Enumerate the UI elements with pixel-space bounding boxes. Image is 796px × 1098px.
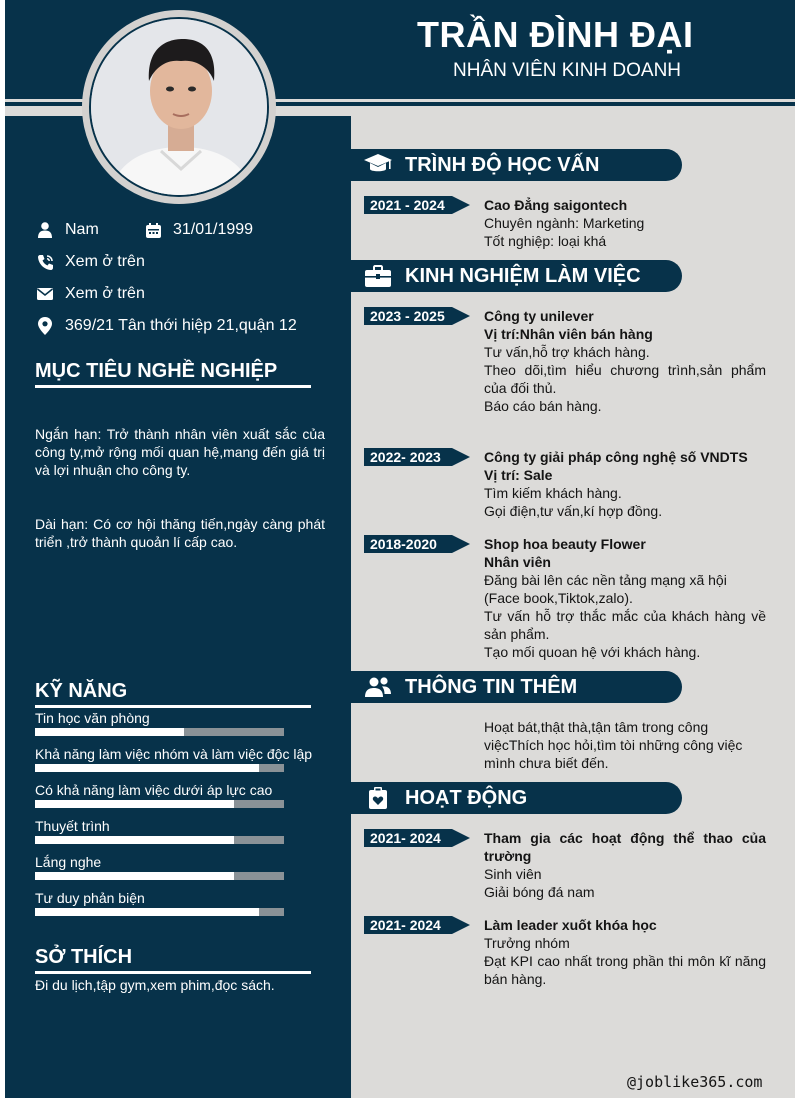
experience-duty: Tạo mối quoan hệ với khách hàng. xyxy=(484,644,701,660)
skill-bar xyxy=(35,800,284,808)
email-row xyxy=(35,284,145,304)
education-section-bar xyxy=(351,149,682,181)
activity-date-tag xyxy=(364,916,470,934)
experience-date-tag xyxy=(364,535,470,553)
experience-entry xyxy=(484,307,766,415)
activity-entry xyxy=(484,829,766,901)
education-grade: Tốt nghiệp: loại khá xyxy=(484,233,607,249)
hobbies-heading: SỞ THÍCH xyxy=(35,946,133,968)
skill-label: Có khả năng làm việc dưới áp lực cao xyxy=(35,782,273,798)
education-heading: TRÌNH ĐỘ HỌC VẤN xyxy=(405,153,600,176)
skill-bar xyxy=(35,728,284,736)
hobbies-rule xyxy=(35,971,311,974)
objective-heading: MỤC TIÊU NGHỀ NGHIỆP xyxy=(35,360,278,382)
skill-bar xyxy=(35,908,284,916)
education-major: Chuyên ngành: Marketing xyxy=(484,215,645,231)
experience-company: Shop hoa beauty Flower xyxy=(484,536,646,552)
sidebar xyxy=(5,116,351,1098)
skills-heading: KỸ NĂNG xyxy=(35,680,128,702)
skill-label: Tư duy phản biện xyxy=(35,890,145,906)
skill-bar xyxy=(35,836,284,844)
education-school: Cao Đẳng saigontech xyxy=(484,197,628,213)
experience-duty: Đăng bài lên các nền tảng mạng xã hội (Face book,Tiktok,zalo). xyxy=(484,572,727,606)
phone-icon xyxy=(35,252,55,272)
experience-position: Nhân viên xyxy=(484,554,551,570)
experience-duty: Tìm kiếm khách hàng. xyxy=(484,485,622,501)
experience-duty: Tư vấn hỗ trợ thắc mắc của khách hàng về sản phẩm. xyxy=(484,608,766,642)
skill-label: Thuyết trình xyxy=(35,818,110,834)
experience-date: 2023 - 2025 xyxy=(370,308,445,324)
activity-role: Sinh viên xyxy=(484,866,542,882)
skill-item xyxy=(35,853,325,880)
skill-bar-fill xyxy=(35,728,184,736)
experience-duty: Báo cáo bán hàng. xyxy=(484,398,602,414)
additional-text: Hoạt bát,thật thà,tận tâm trong công việcThích học hỏi,tìm tòi những công việc mình chưa biết đến. xyxy=(484,719,743,771)
experience-position: Vị trí: Sale xyxy=(484,467,553,483)
phone-row xyxy=(35,252,145,272)
additional-section-bar xyxy=(351,671,682,703)
skill-bar-fill xyxy=(35,764,259,772)
experience-section-bar xyxy=(351,260,682,292)
watermark: @joblike365.com xyxy=(627,1073,763,1091)
skill-label: Tin học văn phòng xyxy=(35,710,150,726)
address-row xyxy=(35,316,297,336)
activity-date: 2021- 2024 xyxy=(370,917,441,933)
activity-entry xyxy=(484,916,766,988)
objective-long-term: Dài hạn: Có cơ hội thăng tiến,ngày càng phát triển ,trở thành quoản lí cấp cao. xyxy=(35,516,325,550)
skill-bar-fill xyxy=(35,872,234,880)
skill-bar xyxy=(35,872,284,880)
objective-short-term: Ngắn hạn: Trở thành nhân viên xuất sắc của công ty,mở rộng mối quan hệ,mang đến giá trị và lợi nhuận cho công ty. xyxy=(35,426,325,478)
hobbies-text: Đi du lịch,tập gym,xem phim,đọc sách. xyxy=(35,977,275,993)
user-icon xyxy=(35,220,55,240)
skill-bar xyxy=(35,764,284,772)
location-icon xyxy=(35,316,55,336)
skill-item xyxy=(35,817,325,844)
address-value: 369/21 Tân thới hiệp 21,quận 12 xyxy=(65,317,297,334)
phone-value: Xem ở trên xyxy=(65,253,145,270)
email-icon xyxy=(35,284,55,304)
calendar-icon xyxy=(143,220,163,240)
education-date-tag xyxy=(364,196,470,214)
candidate-title: NHÂN VIÊN KINH DOANH xyxy=(453,60,682,81)
users-icon xyxy=(351,671,405,703)
email-value: Xem ở trên xyxy=(65,285,145,302)
experience-entry xyxy=(484,448,766,520)
activity-detail: Đạt KPI cao nhất trong phần thi môn kĩ năng bán hàng. xyxy=(484,953,766,987)
education-date: 2021 - 2024 xyxy=(370,197,445,213)
skill-label: Khả năng làm việc nhóm và làm việc độc lập xyxy=(35,746,313,762)
activities-heading: HOẠT ĐỘNG xyxy=(405,786,528,809)
activity-date-tag xyxy=(364,829,470,847)
experience-date-tag xyxy=(364,307,470,325)
activity-date: 2021- 2024 xyxy=(370,830,441,846)
skill-bar-fill xyxy=(35,908,259,916)
birthday-row xyxy=(143,220,253,240)
activities-section-bar xyxy=(351,782,682,814)
skill-bar-fill xyxy=(35,800,234,808)
skill-item xyxy=(35,889,325,916)
experience-duty: Theo dõi,tìm hiểu chương trình,sản phẩm của đối thủ. xyxy=(484,362,766,396)
briefcase-icon xyxy=(351,260,405,292)
activity-detail: Giải bóng đá nam xyxy=(484,884,595,900)
avatar-photo xyxy=(91,19,269,197)
cv-page xyxy=(5,0,795,1098)
badge-icon xyxy=(351,782,405,814)
experience-date: 2018-2020 xyxy=(370,536,437,552)
experience-duty: Gọi điện,tư vấn,kí hợp đồng. xyxy=(484,503,663,519)
skill-bar-fill xyxy=(35,836,234,844)
experience-duty: Tư vấn,hỗ trợ khách hàng. xyxy=(484,344,650,360)
gender-value: Nam xyxy=(65,221,99,238)
skill-label: Lắng nghe xyxy=(35,854,102,870)
additional-heading: THÔNG TIN THÊM xyxy=(405,675,578,698)
experience-heading: KINH NGHIỆM LÀM VIỆC xyxy=(405,264,641,287)
education-entry xyxy=(484,196,766,250)
experience-date: 2022- 2023 xyxy=(370,449,441,465)
avatar xyxy=(89,17,269,197)
skills-rule xyxy=(35,705,311,708)
experience-entry xyxy=(484,535,766,661)
gender-row xyxy=(35,220,99,240)
skill-item xyxy=(35,781,325,808)
experience-position: Vị trí:Nhân viên bán hàng xyxy=(484,326,653,342)
experience-company: Công ty giải pháp công nghệ số VNDTS xyxy=(484,449,748,465)
activity-role: Trưởng nhóm xyxy=(484,935,570,951)
skill-item xyxy=(35,745,325,772)
skill-item xyxy=(35,709,325,736)
candidate-name: TRẦN ĐÌNH ĐẠI xyxy=(417,14,694,55)
objective-rule xyxy=(35,385,311,388)
graduation-cap-icon xyxy=(351,149,405,181)
experience-date-tag xyxy=(364,448,470,466)
activity-title: Tham gia các hoạt động thể thao của trường xyxy=(484,830,766,864)
activity-title: Làm leader xuốt khóa học xyxy=(484,917,657,933)
experience-company: Công ty unilever xyxy=(484,308,594,324)
birthday-value: 31/01/1999 xyxy=(173,221,254,238)
